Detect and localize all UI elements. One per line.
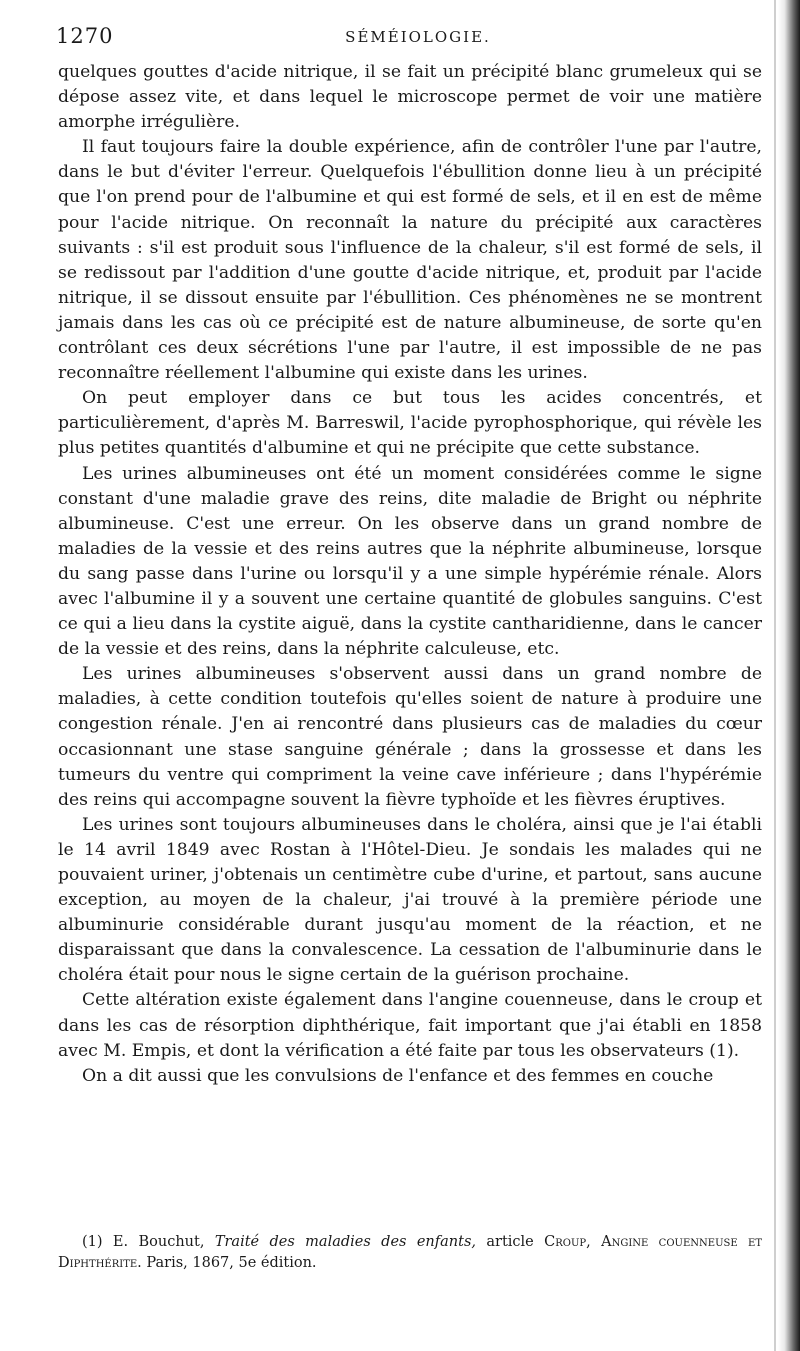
footnote bbox=[58, 1232, 762, 1274]
page-edge-shadow bbox=[778, 0, 800, 1351]
paragraph-1: quelques gouttes d'acide nitrique, il se fait un précipité blanc grumeleux qui se dépose assez vite, et dans lequel le microscope permet de voir une matière amorphe irrégulière. bbox=[58, 62, 762, 133]
paragraph-6: Les urines sont toujours albumineuses dans le choléra, ainsi que je l'ai établi le 14 avril 1849 avec Rostan à l'Hôtel-Dieu. Je sondais les malades qui ne pouvaient uriner, j'obtenais un centimètre cube d'urine, et partout, sans aucune exception, au moyen de la chaleur, j'ai trouvé à la première période une albuminurie considérable durant jusqu'au moment de la réaction, et ne disparaissant que dans la convalescence. La cessation de l'albuminurie dans le choléra était pour nous le signe certain de la guérison prochaine. bbox=[58, 814, 762, 986]
paragraph-2: Il faut toujours faire la double expérience, afin de contrôler l'une par l'autre, dans le but d'éviter l'erreur. Quelquefois l'ébullition donne lieu à un précipité que l'on prend pour de l'albumine et qui est formé de sels, et il en est de même pour l'acide nitrique. On reconnaît la nature du précipité aux caractères suivants : s'il est produit sous l'influence de la chaleur, s'il est formé de sels, il se redissout par l'addition d'une goutte d'acide nitrique, et, produit par l'acide nitrique, il se dissout ensuite par l'ébullition. Ces phénomènes ne se montrent jamais dans les cas où ce précipité est de nature albumineuse, de sorte qu'en contrôlant ces deux sécrétions l'une par l'autre, il est impossible de ne pas reconnaître réellement l'albumine qui existe dans les urines. bbox=[58, 137, 762, 384]
footnote-article-names: Croup, Angine couenneuse et Diphthérite. bbox=[58, 1234, 762, 1271]
footnote-author: E. Bouchut, bbox=[112, 1234, 205, 1250]
page-edge-line bbox=[774, 0, 776, 1351]
page-number: 1270 bbox=[56, 24, 114, 48]
footnote-article-prefix: article bbox=[486, 1234, 534, 1250]
running-title: SÉMÉIOLOGIE. bbox=[345, 28, 491, 46]
body-text bbox=[58, 60, 762, 1089]
footnote-publication: Paris, 1867, 5e édition. bbox=[146, 1255, 317, 1271]
footnote-marker: (1) bbox=[82, 1234, 103, 1250]
paragraph-7: Cette altération existe également dans l'angine couenneuse, dans le croup et dans les cas de résorption diphthérique, fait important que j'ai établi en 1858 avec M. Empis, et dont la vérification a été faite par tous les observateurs (1). bbox=[58, 990, 762, 1061]
paragraph-3: On peut employer dans ce but tous les acides concentrés, et particulièrement, d'après M. Barreswil, l'acide pyrophosphorique, qui révèle les plus petites quantités d'albumine et qui ne précipite que cette substance. bbox=[58, 388, 762, 459]
footnote-title: Traité des maladies des enfants, bbox=[214, 1234, 476, 1250]
paragraph-8: On a dit aussi que les convulsions de l'enfance et des femmes en couche bbox=[82, 1065, 714, 1086]
paragraph-5: Les urines albumineuses s'observent aussi dans un grand nombre de maladies, à cette condition toutefois qu'elles soient de nature à produire une congestion rénale. J'en ai rencontré dans plusieurs cas de maladies du cœur occasionnant une stase sanguine générale ; dans la grossesse et dans les tumeurs du ventre qui compriment la veine cave inférieure ; dans l'hypérémie des reins qui accompagne souvent la fièvre typhoïde et les fièvres éruptives. bbox=[58, 664, 762, 810]
page-header bbox=[56, 22, 756, 54]
paragraph-4: Les urines albumineuses ont été un moment considérées comme le signe constant d'une maladie grave des reins, dite maladie de Bright ou néphrite albumineuse. C'est une erreur. On les observe dans un grand nombre de maladies de la vessie et des reins autres que la néphrite albumineuse, lorsque du sang passe dans l'urine ou lorsqu'il y a une simple hypérémie rénale. Alors avec l'albumine il y a souvent une certaine quantité de globules sanguins. C'est ce qui a lieu dans la cystite aiguë, dans la cystite cantharidienne, dans le cancer de la vessie et des reins, dans la néphrite calculeuse, etc. bbox=[58, 463, 762, 660]
